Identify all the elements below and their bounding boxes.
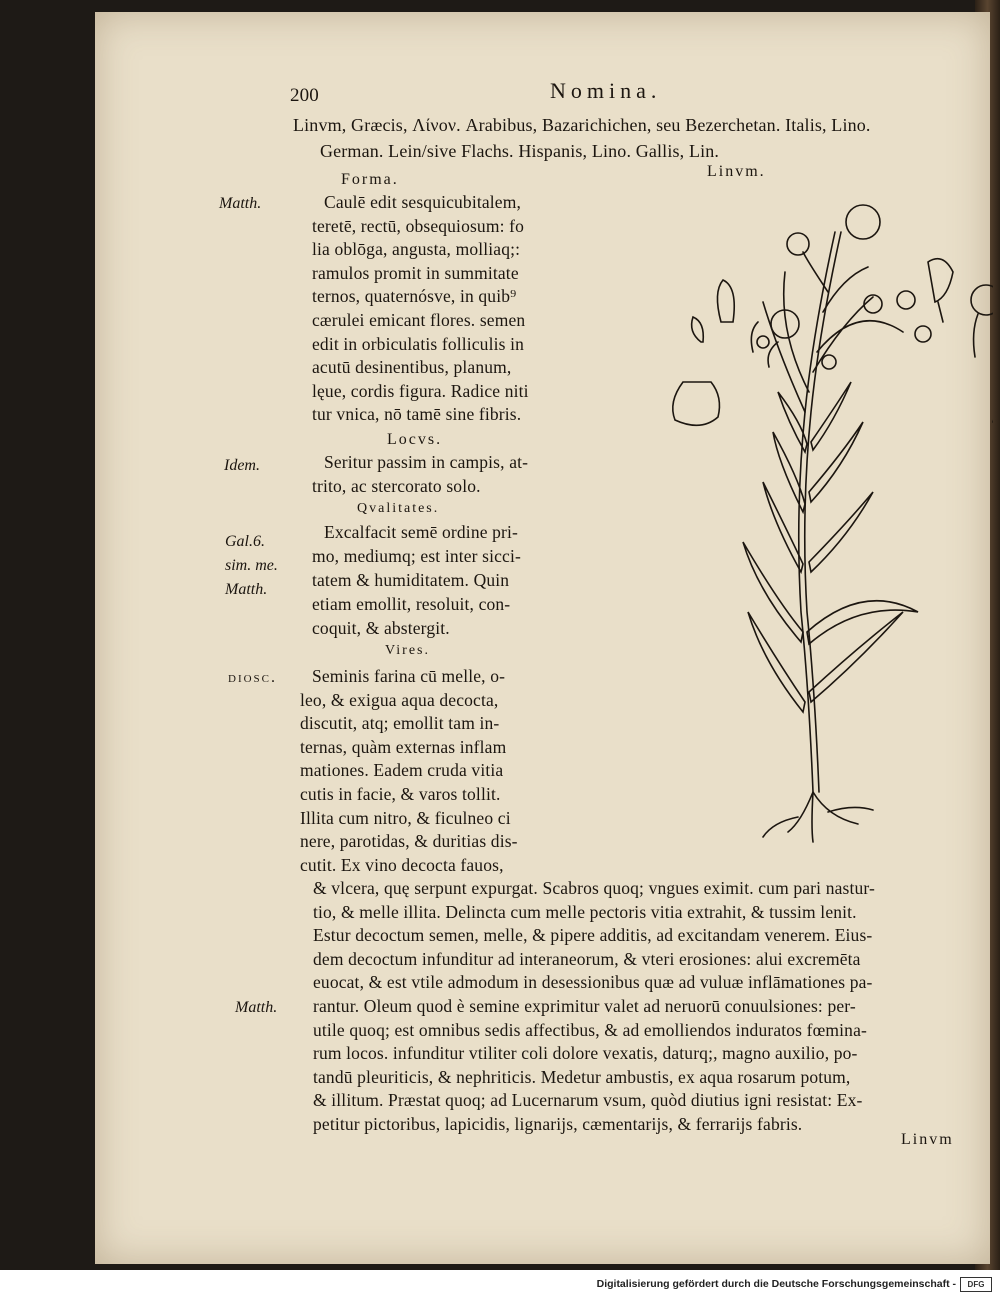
text-line: nere, parotidas, & duritias dis- bbox=[300, 831, 518, 852]
text-line: tandū pleuriticis, & nephriticis. Medetur ambustis, ex aqua rosarum potum, bbox=[313, 1066, 851, 1087]
text-line: Caulē edit sesquicubitalem, bbox=[324, 192, 521, 212]
figure-caption: Linvm. bbox=[707, 163, 766, 180]
text-line: lia oblōga, angusta, molliaq;: bbox=[312, 239, 521, 260]
margin-note: Matth. bbox=[235, 999, 278, 1016]
text-line: & vlcera, quę serpunt expurgat. Scabros quoq; vngues eximit. cum pari nastur- bbox=[313, 878, 875, 898]
text-line: ramulos promit in summitate bbox=[312, 262, 519, 283]
text-line: mo, mediumq; est inter sicci- bbox=[312, 546, 521, 566]
margin-note: Matth. bbox=[219, 195, 262, 212]
text-line: euocat, & est vtile admodum in desessionibus quæ ad vuluæ inflāmationes pa- bbox=[313, 972, 873, 993]
dfg-logo: DFG bbox=[960, 1277, 992, 1292]
text-line: petitur pictoribus, lapicidis, lignarijs, cæmentarijs, & ferrarijs fabris. bbox=[313, 1114, 803, 1134]
text-line: ternos, quaternósve, in quib⁹ bbox=[312, 286, 517, 307]
text-line: cærulei emicant flores. semen bbox=[312, 310, 526, 330]
text-line: discutit, atq; emollit tam in- bbox=[300, 713, 500, 734]
section-locus: Locvs. bbox=[387, 431, 443, 448]
footer-credit: Digitalisierung gefördert durch die Deutsche Forschungsgemeinschaft - bbox=[596, 1278, 956, 1290]
running-title: Nomina. bbox=[550, 78, 662, 103]
margin-note: Idem. bbox=[224, 457, 260, 474]
text-line: rum locos. infunditur vtiliter coli dolore vexatis, daturq;, magno auxilio, po- bbox=[313, 1043, 858, 1064]
text-line: tatem & humiditatem. Quin bbox=[312, 570, 510, 590]
text-line: tur vnica, nō tamē sine fibris. bbox=[312, 404, 522, 425]
text-line: coquit, & abstergit. bbox=[312, 618, 450, 638]
section-forma: Forma. bbox=[341, 171, 399, 188]
text-line: Excalfacit semē ordine pri- bbox=[324, 522, 519, 542]
text-line: Seritur passim in campis, at- bbox=[324, 452, 529, 472]
margin-note: Gal.6. bbox=[225, 533, 265, 550]
text-line: Seminis farina cū melle, o- bbox=[312, 666, 506, 686]
names-line-1: Linvm, Græcis, Λίνον. Arabibus, Bazarichichen, seu Bezerchetan. Italis, Lino. bbox=[293, 115, 871, 135]
text-line: cutis in facie, & varos tollit. bbox=[300, 784, 501, 804]
text-line: cutit. Ex vino decocta fauos, bbox=[300, 854, 504, 875]
flax-plant-illustration bbox=[573, 192, 993, 872]
text-line: lęue, cordis figura. Radice niti bbox=[312, 380, 529, 401]
text-line: Estur decoctum semen, melle, & pipere additis, ad excitandam venerem. Eius- bbox=[313, 925, 873, 946]
text-line: ternas, quàm externas inflam bbox=[300, 736, 507, 757]
text-line: trito, ac stercorato solo. bbox=[312, 475, 481, 496]
text-line: leo, & exigua aqua decocta, bbox=[300, 689, 499, 710]
margin-note: diosc. bbox=[228, 669, 278, 686]
book-page bbox=[95, 12, 990, 1264]
text-line: rantur. Oleum quod è semine exprimitur valet ad neruorū conuulsiones: per- bbox=[313, 996, 856, 1016]
footer-bar bbox=[0, 1270, 1000, 1297]
section-vires: Vires. bbox=[385, 643, 430, 658]
margin-note: sim. me. bbox=[225, 557, 278, 574]
text-line: acutū desinentibus, planum, bbox=[312, 357, 512, 378]
text-line: tio, & melle illita. Delincta cum melle pectoris vitia extrahit, & tussim lenit. bbox=[313, 901, 857, 922]
section-qualitates: Qvalitates. bbox=[357, 501, 440, 516]
page-number: 200 bbox=[290, 85, 319, 106]
text-line: etiam emollit, resoluit, con- bbox=[312, 594, 511, 614]
names-line-2: German. Lein/sive Flachs. Hispanis, Lino. Gallis, Lin. bbox=[320, 141, 720, 161]
text-line: Illita cum nitro, & ficulneo ci bbox=[300, 807, 511, 828]
text-line: mationes. Eadem cruda vitia bbox=[300, 760, 504, 781]
text-line: utile quoq; est omnibus sedis affectibus, & ad emolliendos induratos fœmina- bbox=[313, 1019, 867, 1040]
margin-note: Matth. bbox=[225, 581, 268, 598]
text-line: & illitum. Præstat quoq; ad Lucernarum vsum, quòd diutius igni resistat: Ex- bbox=[313, 1090, 863, 1111]
text-line: teretē, rectū, obsequiosum: fo bbox=[312, 215, 525, 236]
text-line: edit in orbiculatis folliculis in bbox=[312, 333, 525, 354]
text-line: dem decoctum infunditur ad interaneorum, & vteri erosiones: alui excremēta bbox=[313, 948, 861, 969]
catchword: Linvm bbox=[901, 1131, 954, 1148]
